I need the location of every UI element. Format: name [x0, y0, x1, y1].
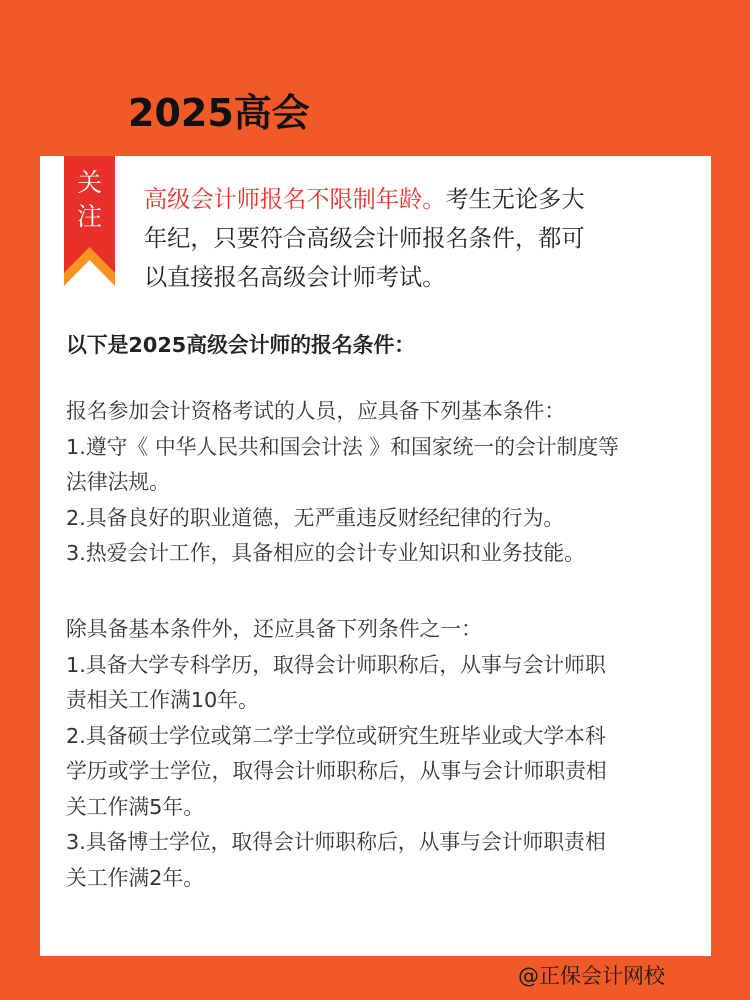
intro-line-3: 以直接报名高级会计师考试。: [144, 264, 446, 291]
intro-line-1: 考生无论多大: [445, 186, 585, 213]
content-card: [40, 156, 711, 956]
extra-line: 责相关工作满10年。: [66, 688, 259, 712]
basic-lead: 报名参加会计资格考试的人员，应具备下列基本条件：: [66, 399, 566, 423]
extra-line: 3.具备博士学位，取得会计师职称后，从事与会计师职责相: [66, 830, 606, 854]
intro-highlight: 高级会计师报名不限制年龄。: [144, 186, 446, 213]
basic-line: 1.遵守《 中华人民共和国会计法 》和国家统一的会计制度等: [66, 434, 619, 459]
extra-line: 关工作满2年。: [66, 865, 205, 890]
page-title: 2025高会: [128, 91, 310, 135]
extra-line: 1.具备大学专科学历，取得会计师职称后，从事与会计师职: [66, 652, 606, 677]
extra-line: 学历或学士学位，取得会计师职称后，从事与会计师职责相: [66, 759, 607, 783]
basic-line: 2.具备良好的职业道德，无严重违反财经纪律的行为。: [66, 505, 565, 530]
badge-label: [64, 166, 115, 234]
basic-line: 3.热爱会计工作，具备相应的会计专业知识和业务技能。: [66, 541, 585, 565]
extra-line: 2.具备硕士学位或第二学士学位或研究生班毕业或大学本科: [66, 723, 606, 748]
extra-lead: 除具备基本条件外，还应具备下列条件之一：: [66, 617, 482, 641]
intro-paragraph: [144, 180, 674, 297]
badge-char-1: 关: [76, 168, 102, 197]
extra-line: 关工作满5年。: [66, 794, 205, 819]
basic-conditions: [66, 394, 696, 572]
badge-char-2: 注: [76, 202, 102, 231]
basic-line: 法律法规。: [66, 470, 170, 494]
extra-conditions: [66, 612, 696, 896]
section-heading: 以下是2025高级会计师的报名条件：: [66, 333, 416, 357]
footer-watermark: @正保会计网校: [518, 964, 665, 988]
intro-line-2: 年纪，只要符合高级会计师报名条件，都可: [144, 225, 585, 252]
